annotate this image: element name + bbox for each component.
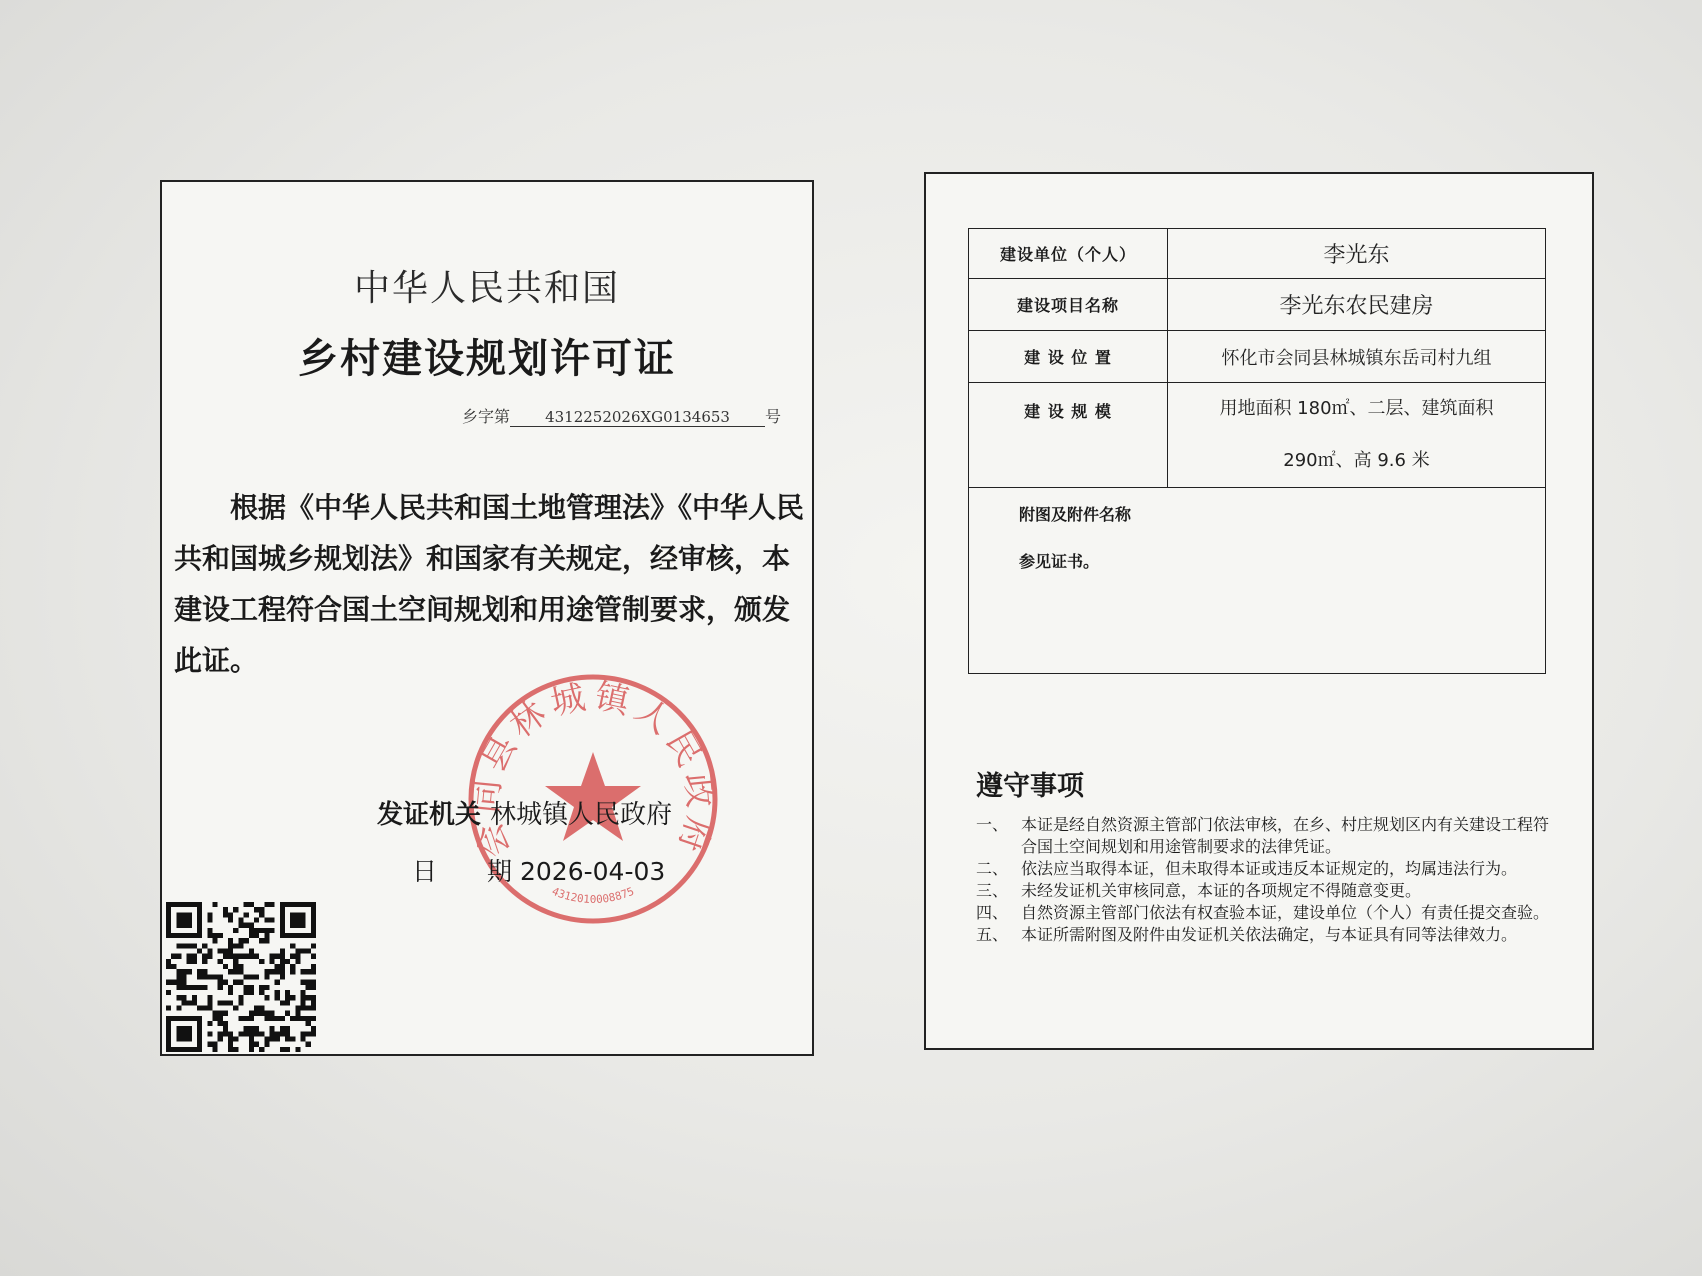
issue-date: 2026-04-03	[519, 857, 666, 886]
row-label: 建设项目名称	[969, 279, 1168, 331]
row-label: 建 设 规 模	[969, 383, 1168, 488]
list-item	[976, 858, 1556, 880]
serial-number: 4312252026XG0134653	[510, 408, 765, 427]
issuer-label: 发证机关	[377, 800, 482, 830]
rule-number: 三、	[976, 881, 1009, 900]
svg-text:会同县林城镇人民政府: 会同县林城镇人民政府	[465, 676, 721, 863]
table-row	[969, 488, 1546, 674]
scale-line-2: 290㎡、高 9.6 米	[1283, 450, 1430, 471]
list-item	[976, 924, 1556, 946]
project-location: 怀化市会同县林城镇东岳司村九组	[1168, 331, 1546, 383]
table-row	[969, 279, 1546, 331]
rule-text: 自然资源主管部门依法有权查验本证，建设单位（个人）有责任提交查验。	[1021, 903, 1550, 922]
rule-text: 本证是经自然资源主管部门依法审核，在乡、村庄规划区内有关建设工程符合国土空间规划和用途管制要求的法律凭证。	[1021, 815, 1550, 856]
builder-name: 李光东	[1168, 229, 1546, 279]
country-name: 中华人民共和国	[353, 268, 620, 309]
date-label-1: 日	[412, 857, 438, 886]
rule-text: 本证所需附图及附件由发证机关依法确定，与本证具有同等法律效力。	[1021, 925, 1518, 944]
project-name: 李光东农民建房	[1168, 279, 1546, 331]
attachment-text: 参见证书。	[1019, 552, 1100, 571]
date-label-2: 期	[487, 857, 513, 886]
attachment-label: 附图及附件名称	[1019, 505, 1132, 524]
project-scale	[1168, 383, 1546, 488]
qr-code-icon[interactable]	[166, 902, 316, 1052]
issuer-line	[377, 794, 672, 831]
permit-title: 乡村建设规划许可证	[298, 336, 676, 382]
svg-text:4312010008875: 4312010008875	[549, 884, 637, 907]
row-label: 建设单位（个人）	[969, 229, 1168, 279]
serial-number-line	[462, 404, 781, 427]
rules-title: 遵守事项	[976, 771, 1084, 802]
rules-list	[976, 814, 1556, 946]
attachments-cell	[969, 488, 1546, 674]
table-row	[969, 229, 1546, 279]
rule-text: 未经发证机关审核同意，本证的各项规定不得随意变更。	[1021, 881, 1422, 900]
rule-number: 四、	[976, 903, 1009, 922]
scale-line-1: 用地面积 180㎡、二层、建筑面积	[1219, 398, 1494, 419]
table-row	[969, 331, 1546, 383]
list-item	[976, 814, 1556, 858]
permit-info-table	[968, 228, 1546, 674]
rule-number: 五、	[976, 925, 1009, 944]
permit-front-page	[160, 180, 814, 1056]
list-item	[976, 902, 1556, 924]
list-item	[976, 880, 1556, 902]
issuer-value: 林城镇人民政府	[490, 800, 673, 830]
serial-suffix: 号	[765, 407, 782, 426]
row-label: 建 设 位 置	[969, 331, 1168, 383]
serial-prefix: 乡字第	[462, 407, 511, 426]
rule-number: 一、	[976, 815, 1009, 834]
permit-body-text: 根据《中华人民共和国土地管理法》《中华人民共和国城乡规划法》和国家有关规定，经审核，本建设工程符合国土空间规划和用途管制要求，颁发此证。	[174, 491, 805, 677]
rule-number: 二、	[976, 859, 1009, 878]
rule-text: 依法应当取得本证，但未取得本证或违反本证规定的，均属违法行为。	[1021, 859, 1518, 878]
permit-detail-page	[924, 172, 1594, 1050]
issue-date-line	[412, 852, 665, 888]
table-row	[969, 383, 1546, 488]
